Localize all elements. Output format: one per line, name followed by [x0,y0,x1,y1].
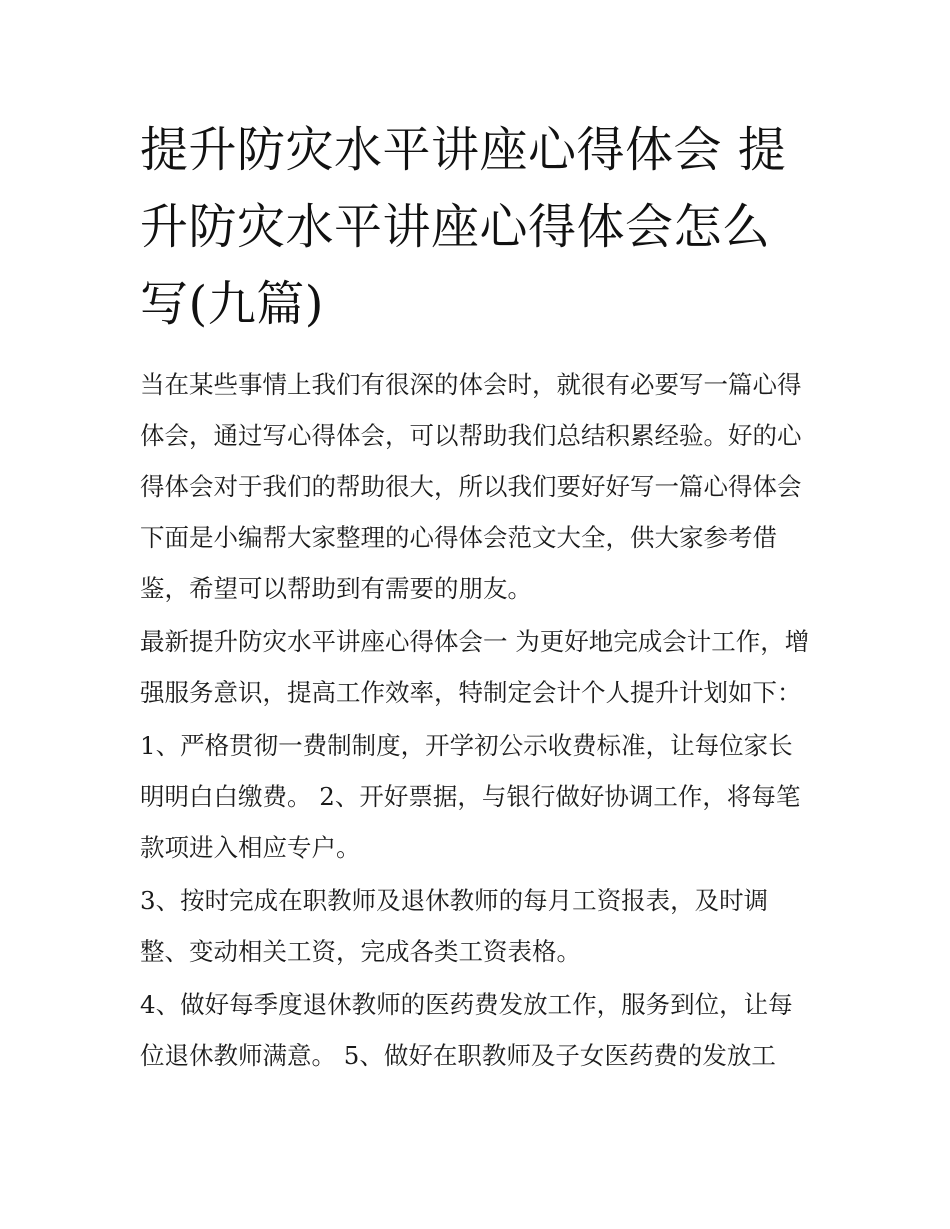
paragraph-item-4-5: 4、做好每季度退休教师的医药费发放工作，服务到位，让每位退休教师满意。 5、做好在职教师及子女医药费的发放工 [140,990,793,1070]
document-content [140,112,812,1083]
paragraph-item-1-2: 1、严格贯彻一费制制度，开学初公示收费标准，让每位家长明明白白缴费。 2、开好票据，与银行做好协调工作，将每笔款项进入相应专户。 [140,731,801,862]
paragraph-plan-intro: 最新提升防灾水平讲座心得体会一 为更好地完成会计工作，增强服务意识，提高工作效率，特制定会计个人提升计划如下： [140,627,810,707]
paragraph-item-3: 3、按时完成在职教师及退休教师的每月工资报表，及时调整、变动相关工资，完成各类工资表格。 [140,886,769,966]
document-title: 提升防灾水平讲座心得体会 提升防灾水平讲座心得体会怎么写(九篇) [140,122,787,332]
paragraph-intro: 当在某些事情上我们有很深的体会时，就很有必要写一篇心得体会，通过写心得体会，可以帮助我们总结积累经验。好的心得体会对于我们的帮助很大，所以我们要好好写一篇心得体会下面是小编帮大家整理的心得体会范文大全，供大家参考借鉴，希望可以帮助到有需要的朋友。 [140,370,802,603]
